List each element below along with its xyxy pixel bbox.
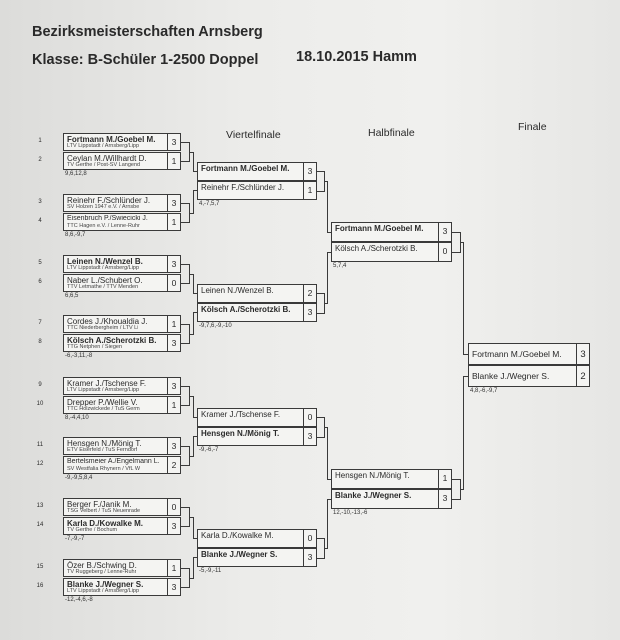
first-round-entry[interactable]: [63, 437, 181, 455]
entry-clubs: ETV Eiserfeld / TuS Ferndorf: [67, 447, 138, 453]
bracket-line: [181, 386, 189, 387]
first-round-entry[interactable]: [63, 498, 181, 516]
entry-score: 1: [167, 316, 180, 332]
tournament-title: Bezirksmeisterschaften Arnsberg: [32, 24, 263, 40]
bracket-line: [193, 517, 194, 539]
entry-name: Hensgen N./Mönig T.: [335, 471, 410, 480]
entry-score: 3: [167, 518, 180, 534]
entry-clubs: TV Gerthe / Bochum: [67, 527, 118, 533]
entry-clubs: TTV Letmathe / TTV Menden: [67, 284, 139, 290]
entry-clubs: TSG Velbert / TuS Neuenrade: [67, 508, 141, 514]
final-entry[interactable]: [468, 365, 590, 387]
entry-name: Kramer J./Tschense F.: [201, 410, 281, 419]
bracket-line: [193, 312, 194, 335]
bracket-line: [181, 343, 189, 344]
bracket-line: [327, 479, 331, 480]
entry-score: 3: [167, 335, 180, 351]
bracket-line: [452, 479, 460, 480]
set-scores: -6,-3,11,-8: [65, 353, 93, 359]
seed-number: 7: [38, 320, 42, 326]
bracket-line: [193, 293, 197, 294]
bracket-line: [181, 587, 189, 588]
entry-name: Berger F./Janik M.: [67, 500, 132, 509]
first-round-entry[interactable]: [63, 456, 181, 474]
entry-score: 2: [303, 285, 316, 302]
quarterfinal-entry[interactable]: [197, 548, 317, 567]
entry-name: Kölsch A./Scherotzki B.: [335, 244, 418, 253]
first-round-entry[interactable]: [63, 396, 181, 414]
bracket-line: [181, 405, 189, 406]
seed-number: 12: [36, 461, 44, 467]
bracket-line: [193, 417, 197, 418]
round-label-final: Finale: [518, 121, 547, 133]
seed-number: 16: [36, 583, 44, 589]
quarterfinal-entry[interactable]: [197, 408, 317, 427]
entry-clubs: LTV Lippstadt / Arnsberg/Lipp: [67, 588, 140, 594]
semifinal-entry[interactable]: [331, 469, 452, 489]
bracket-line: [193, 436, 197, 437]
entry-clubs: TTC Holzwickede / TuS Germ: [67, 406, 140, 412]
bracket-line: [463, 376, 464, 490]
entry-clubs: TV Gerthe / Post-SV Langend: [67, 162, 141, 168]
bracket-line: [181, 507, 189, 508]
entry-score: 0: [167, 499, 180, 515]
bracket-line: [463, 242, 464, 355]
bracket-line: [181, 324, 189, 325]
bracket-line: [327, 232, 331, 233]
entry-score: 0: [438, 243, 451, 261]
bracket-line: [181, 568, 189, 569]
round-label-semifinal: Halbfinale: [368, 127, 415, 139]
bracket-line: [181, 142, 189, 143]
seed-number: 2: [38, 157, 42, 163]
bracket-line: [193, 557, 194, 579]
entry-clubs: TV Ruggeberg / Lenne-Ruhr: [67, 569, 137, 575]
set-scores: -9,-9,5,8,4: [65, 475, 93, 481]
entry-name: Blanke J./Wegner S.: [201, 550, 278, 559]
entry-clubs: TTG Netphen / Siegen: [67, 344, 123, 350]
entry-name: Cordes J./Khoualdia J.: [67, 317, 148, 326]
set-scores: -7,-9,-7: [65, 536, 85, 542]
entry-score: 0: [303, 409, 316, 426]
semifinal-entry[interactable]: [331, 242, 452, 262]
quarterfinal-entry[interactable]: [197, 181, 317, 200]
first-round-entry[interactable]: [63, 334, 181, 352]
bracket-line: [452, 252, 460, 253]
bracket-line: [193, 557, 197, 558]
entry-score: 1: [438, 470, 451, 488]
set-scores: 4,-7,5,7: [199, 201, 220, 207]
first-round-entry[interactable]: [63, 559, 181, 577]
entry-name: Fortmann M./Goebel M.: [472, 349, 562, 359]
bracket-line: [327, 499, 331, 500]
entry-name: Kölsch A./Scherotzki B.: [201, 305, 291, 314]
entry-name: Bertelsmeier A./Engelmann L.: [67, 458, 160, 465]
class-label: Klasse: B-Schüler 1-2500 Doppel: [32, 52, 259, 68]
quarterfinal-entry[interactable]: [197, 427, 317, 446]
entry-score: 3: [167, 195, 180, 211]
entry-score: 1: [167, 214, 180, 230]
entry-name: Blanke J./Wegner S.: [67, 580, 144, 589]
first-round-entry[interactable]: [63, 213, 181, 231]
seed-number: 4: [38, 218, 42, 224]
seed-number: 11: [36, 442, 44, 448]
bracket-line: [327, 427, 328, 480]
seed-number: 14: [36, 522, 44, 528]
entry-name: Fortmann M./Goebel M.: [67, 135, 156, 144]
entry-clubs: SV Westfalia Rhynern / VfL W: [67, 466, 141, 472]
seed-number: 8: [38, 339, 42, 345]
entry-clubs: TTC Hagen e.V. / Lenne-Ruhr: [67, 223, 140, 229]
entry-score: 0: [303, 530, 316, 547]
bracket-line: [193, 274, 194, 294]
quarterfinal-entry[interactable]: [197, 303, 317, 322]
entry-name: Hensgen N./Mönig T.: [201, 429, 280, 438]
bracket-line: [463, 376, 468, 377]
entry-name: Karla D./Kowalke M.: [201, 531, 274, 540]
entry-clubs: LTV Lippstadt / Arnsberg/Lipp: [67, 143, 140, 149]
bracket-line: [317, 437, 324, 438]
set-scores: 5,7,4: [333, 263, 347, 269]
entry-score: 3: [438, 490, 451, 508]
bracket-line: [193, 436, 194, 457]
entry-score: 3: [167, 256, 180, 272]
bracket-line: [317, 293, 324, 294]
entry-name: Reinehr F./Schlünder J.: [67, 196, 151, 205]
seed-number: 9: [38, 382, 42, 388]
entry-score: 1: [167, 397, 180, 413]
entry-name: Özer B./Schwing D.: [67, 561, 137, 570]
bracket-line: [327, 252, 331, 253]
first-round-entry[interactable]: [63, 255, 181, 273]
date-place: 18.10.2015 Hamm: [296, 49, 417, 65]
entry-name: Kramer J./Tschense F.: [67, 379, 147, 388]
bracket-line: [181, 465, 189, 466]
entry-name: Reinehr F./Schlünder J.: [201, 183, 285, 192]
bracket-line: [452, 232, 460, 233]
entry-score: 1: [167, 153, 180, 169]
seed-number: 10: [36, 401, 44, 407]
bracket-line: [193, 190, 197, 191]
bracket-line: [317, 558, 324, 559]
quarterfinal-entry[interactable]: [197, 529, 317, 548]
entry-score: 1: [303, 182, 316, 199]
set-scores: 9,6,12,8: [65, 171, 87, 177]
first-round-entry[interactable]: [63, 578, 181, 596]
entry-score: 2: [576, 366, 589, 386]
seed-number: 3: [38, 199, 42, 205]
entry-clubs: LTV Lippstadt / Arnsberg/Lipp: [67, 265, 140, 271]
round-label-quarterfinal: Viertelfinale: [226, 129, 281, 141]
bracket-line: [317, 171, 324, 172]
entry-name: Drepper P./Wellie V.: [67, 398, 138, 407]
entry-score: 3: [303, 428, 316, 445]
bracket-line: [452, 499, 460, 500]
bracket-line: [193, 171, 197, 172]
entry-name: Karla D./Kowalke M.: [67, 519, 144, 528]
seed-number: 13: [36, 503, 44, 509]
first-round-entry[interactable]: [63, 377, 181, 395]
entry-score: 3: [167, 438, 180, 454]
entry-name: Hensgen N./Mönig T.: [67, 439, 142, 448]
entry-name: Leinen N./Wenzel B.: [201, 286, 274, 295]
set-scores: 4,8,-6,-9,7: [470, 388, 498, 394]
bracket-line: [193, 190, 194, 214]
entry-clubs: SV Holzen 1947 e.V. / Arnsbe: [67, 204, 140, 210]
entry-name: Leinen N./Wenzel B.: [67, 257, 143, 266]
first-round-entry[interactable]: [63, 315, 181, 333]
set-scores: 12,-10,-13,-6: [333, 510, 368, 516]
bracket-line: [327, 499, 328, 549]
entry-score: 3: [438, 223, 451, 241]
entry-name: Eisenbruch P./Swiecicki J.: [67, 215, 148, 222]
set-scores: -9,7,6,-9,-10: [199, 323, 232, 329]
entry-score: 2: [167, 457, 180, 473]
entry-name: Fortmann M./Goebel M.: [201, 164, 290, 173]
first-round-entry[interactable]: [63, 517, 181, 535]
bracket-line: [181, 264, 189, 265]
entry-score: 3: [303, 304, 316, 321]
quarterfinal-entry[interactable]: [197, 284, 317, 303]
set-scores: -9,-6,-7: [199, 447, 219, 453]
bracket-line: [317, 191, 324, 192]
bracket-line: [327, 252, 328, 304]
entry-score: 1: [167, 560, 180, 576]
entry-name: Ceylan M./Willhardt D.: [67, 154, 147, 163]
semifinal-entry[interactable]: [331, 489, 452, 509]
entry-name: Blanke J./Wegner S.: [335, 491, 412, 500]
final-entry[interactable]: [468, 343, 590, 365]
quarterfinal-entry[interactable]: [197, 162, 317, 181]
set-scores: 6,6,5: [65, 293, 79, 299]
bracket-line: [317, 313, 324, 314]
bracket-line: [193, 312, 197, 313]
bracket-line: [463, 354, 468, 355]
bracket-line: [193, 538, 197, 539]
entry-name: Naber L./Schubert O.: [67, 276, 143, 285]
bracket-line: [181, 161, 189, 162]
seed-number: 5: [38, 260, 42, 266]
entry-score: 0: [167, 275, 180, 291]
bracket-line: [193, 152, 194, 172]
bracket-line: [181, 222, 189, 223]
entry-score: 3: [576, 344, 589, 364]
entry-score: 3: [167, 134, 180, 150]
bracket-line: [181, 203, 189, 204]
bracket-line: [181, 283, 189, 284]
first-round-entry[interactable]: [63, 133, 181, 151]
set-scores: -12,-4,6,-8: [65, 597, 93, 603]
bracket-line: [317, 538, 324, 539]
entry-name: Fortmann M./Goebel M.: [335, 224, 424, 233]
bracket-line: [317, 417, 324, 418]
bracket-line: [181, 526, 189, 527]
set-scores: 8,6,-9,7: [65, 232, 86, 238]
bracket-line: [181, 446, 189, 447]
entry-score: 3: [303, 163, 316, 180]
bracket-line: [193, 396, 194, 418]
first-round-entry[interactable]: [63, 194, 181, 212]
entry-name: Blanke J./Wegner S.: [472, 371, 550, 381]
entry-score: 3: [303, 549, 316, 566]
semifinal-entry[interactable]: [331, 222, 452, 242]
entry-score: 3: [167, 378, 180, 394]
first-round-entry[interactable]: [63, 274, 181, 292]
set-scores: 8,-4,4,10: [65, 415, 89, 421]
set-scores: -5,-9,-11: [199, 568, 222, 574]
entry-score: 3: [167, 579, 180, 595]
seed-number: 15: [36, 564, 44, 570]
bracket-line: [327, 181, 328, 233]
entry-clubs: TTC Niederbergheim / LTV Li: [67, 325, 139, 331]
seed-number: 6: [38, 279, 42, 285]
seed-number: 1: [38, 138, 42, 144]
entry-clubs: LTV Lippstadt / Arnsberg/Lipp: [67, 387, 140, 393]
entry-name: Kölsch A./Scherotzki B.: [67, 336, 157, 345]
first-round-entry[interactable]: [63, 152, 181, 170]
